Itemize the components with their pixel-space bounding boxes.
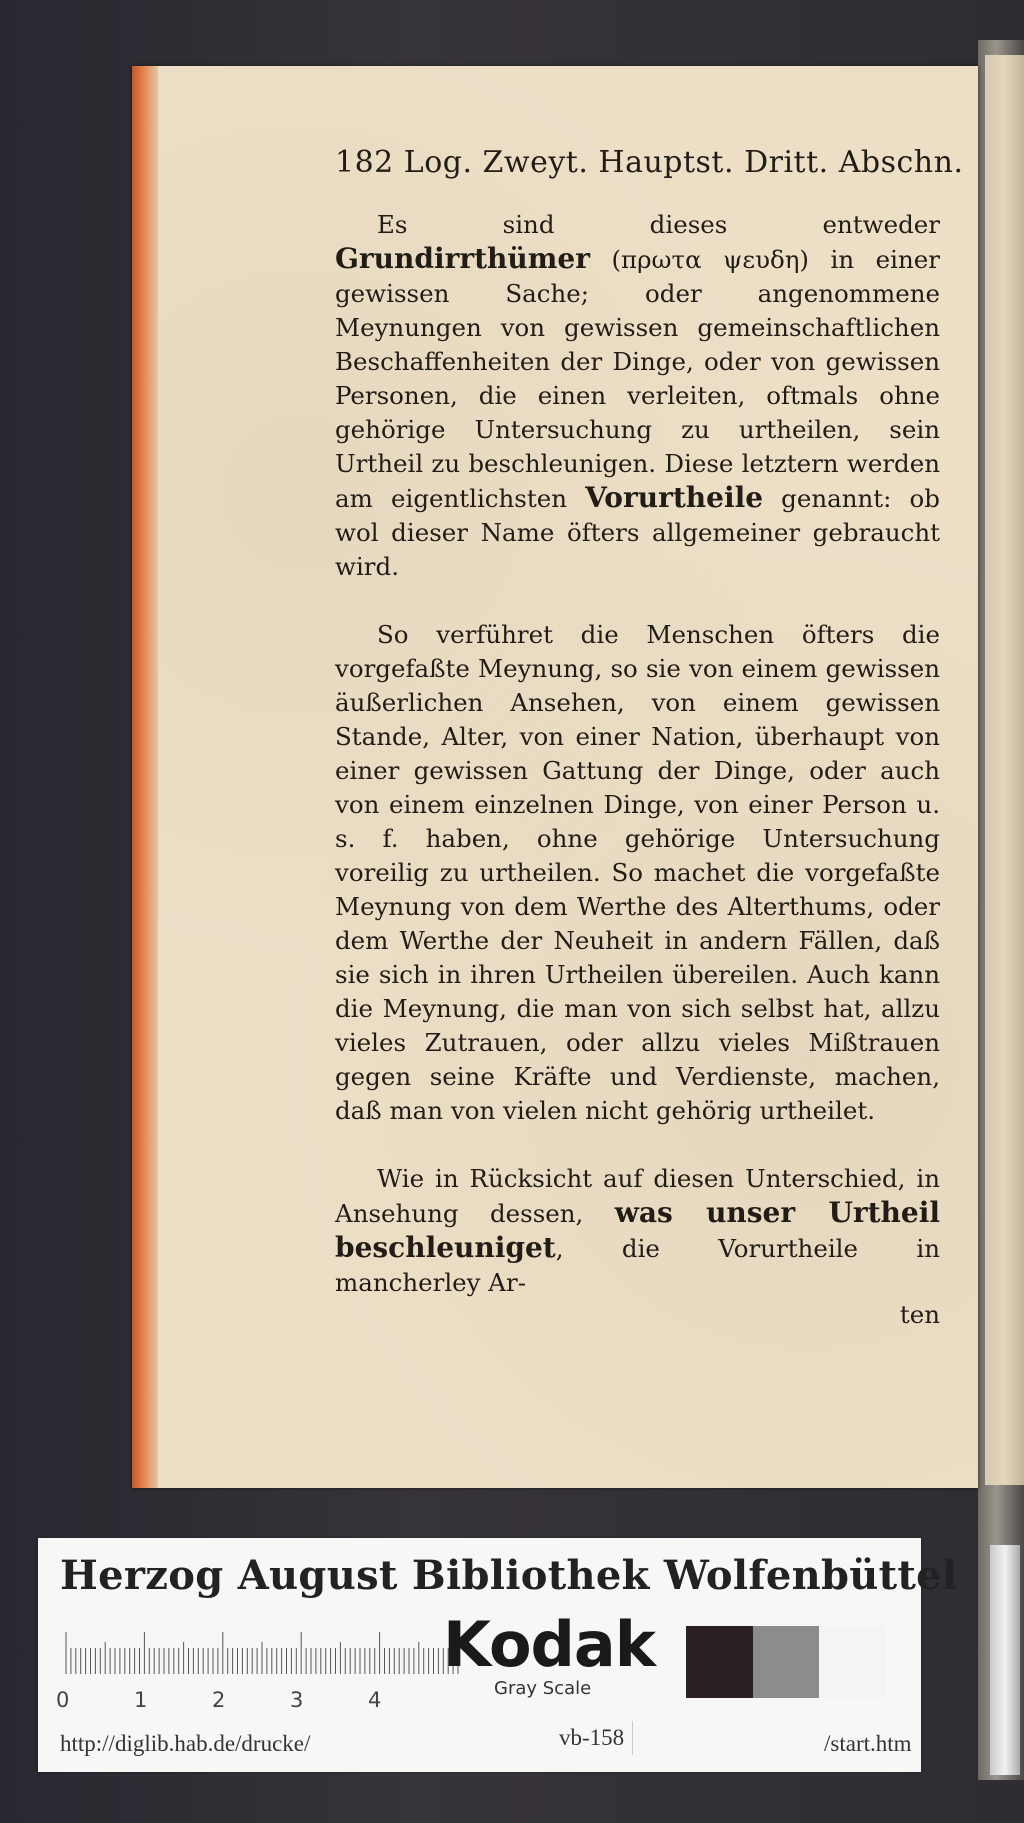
catchword: ten <box>899 1300 940 1329</box>
term-urtheil-beschleuniget: was unser Urtheil beschleuniget <box>335 1196 940 1264</box>
term-grundirrthuemer: Grundirrthümer <box>335 242 590 275</box>
swatch-dark <box>686 1626 753 1698</box>
ruler-number: 0 <box>56 1688 70 1712</box>
ruler-numbers <box>56 1688 456 1718</box>
url-left: http://diglib.hab.de/drucke/ <box>60 1731 311 1756</box>
url-right: /start.htm <box>824 1731 912 1756</box>
para2-text: So verführet die Menschen öfters die vorgefaßte Meynung, so sie von einem gewissen äußerlichen Ansehen, von einem gewissen Stande, Alter, von einer Nation, überhaupt von einer gewissen Gattung der Dinge, oder auch von einem einzelnen Dinge, von einer Person u. s. f. haben, ohne gehörige Untersuchung voreilig zu urtheilen. So machet die vorgefaßte Meynung von dem Werthe des Alterthums, oder dem Werthe der Neuheit in andern Fällen, daß sie sich in ihren Urtheilen übereilen. Auch kann die Meynung, die man von sich selbst hat, allzu vieles Zutrauen, oder allzu vieles Mißtrauen gegen seine Kräfte und Verdienste, machen, daß man von vielen nicht gehörig urtheilet. <box>335 620 940 1125</box>
library-title: Herzog August Bibliothek Wolfenbüttel <box>60 1552 958 1599</box>
paragraph-1 <box>335 208 940 584</box>
kodak-logo: Kodak <box>443 1608 655 1681</box>
para3-part: Wie in Rücksicht auf diesen Unterschied, in Ansehung dessen, <box>335 1164 940 1228</box>
gray-swatches <box>686 1626 886 1698</box>
ruler-number: 2 <box>212 1688 226 1712</box>
para3-part: , die Vorurtheile in mancherley Ar- <box>335 1234 940 1297</box>
ruler-scale <box>60 1624 460 1694</box>
ruler-number: 4 <box>368 1688 382 1712</box>
paragraph-2 <box>335 618 940 1128</box>
color-calibration-card <box>38 1538 958 1772</box>
swatch-light <box>819 1626 886 1698</box>
ruler-number: 1 <box>134 1688 148 1712</box>
running-head: 182 Log. Zweyt. Hauptst. Dritt. Abschn. <box>335 145 964 180</box>
gray-scale-label: Gray Scale <box>494 1678 592 1699</box>
page-text <box>335 145 964 1329</box>
side-label-strip <box>990 1545 1020 1775</box>
swatch-mid <box>753 1626 820 1698</box>
url-signature: vb-158 <box>551 1721 633 1755</box>
term-vorurtheile: Vorurtheile <box>585 481 764 514</box>
para1-part: genannt: ob wol dieser Name öfters allgemeiner gebraucht wird. <box>335 484 940 581</box>
ruler-number: 3 <box>290 1688 304 1712</box>
adjacent-page-paper <box>985 55 1024 1485</box>
paragraph-3 <box>335 1162 940 1300</box>
para1-part: Es sind dieses entweder <box>377 210 940 239</box>
page-red-edge <box>132 66 158 1488</box>
para1-part: (πρωτα ψευδη) in einer gewissen Sache; oder angenommene Meynungen von gewissen gemeinschaftlichen Beschaffenheiten der Dinge, oder von gewissen Personen, die einen verleiten, oftmals ohne gehörige Untersuchung zu urtheilen, sein Urtheil zu beschleunigen. Diese letztern werden am eigentlichsten <box>335 245 940 513</box>
